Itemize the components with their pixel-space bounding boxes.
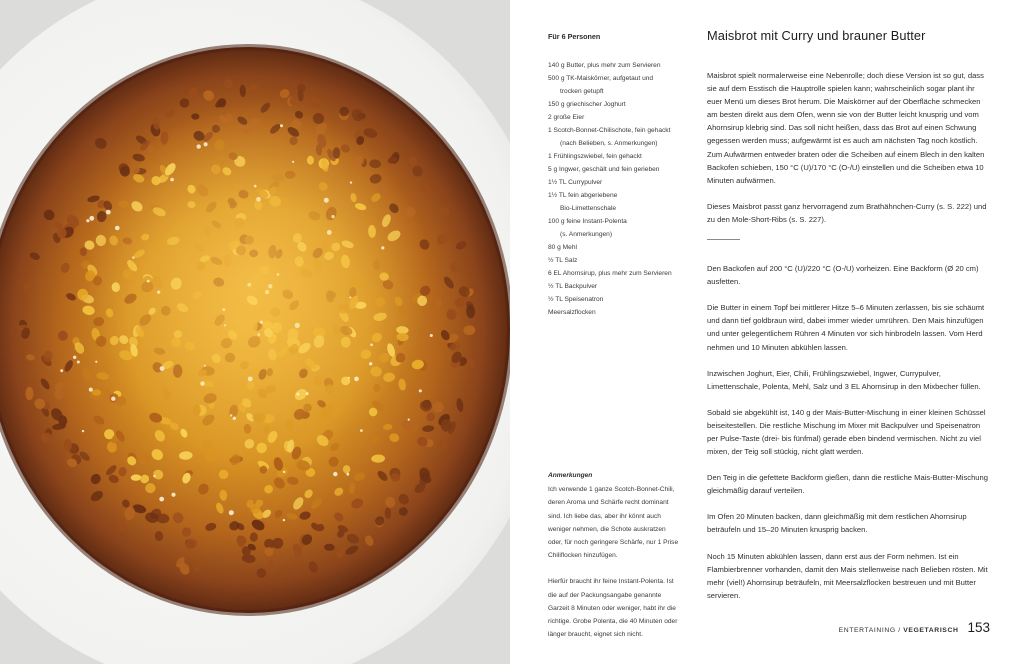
method-step: Den Teig in die gefettete Backform gießen, dann die restliche Mais-Butter-Mischung gleichmäßig darauf verteilen.	[707, 473, 988, 496]
ingredient-item	[548, 176, 688, 189]
notes-paragraph: Ich verwende 1 ganze Scotch-Bonnet-Chili, deren Aroma und Schärfe recht dominant sind. Ich liebe das, aber ihr könnt auch weniger nehmen, die Schote auskratzen oder, für noch geringere Schärfe, nur 1 Prise Chiliflocken hinzufügen.	[548, 486, 679, 560]
ingredient-text: Meersalzflocken	[548, 309, 596, 316]
ingredient-item	[548, 267, 688, 280]
ingredient-text: 1 Frühlingszwiebel, fein gehackt	[548, 153, 642, 160]
ingredient-item	[548, 124, 688, 150]
ingredient-list	[548, 59, 688, 319]
ingredient-item	[548, 163, 688, 176]
ingredient-item	[548, 280, 688, 293]
ingredient-text: 80 g Mehl	[548, 244, 577, 251]
method-step: Inzwischen Joghurt, Eier, Chili, Frühlingszwiebel, Ingwer, Currypulver, Limettenschale, Polenta, Mehl, Salz und 3 EL Ahornsirup in den Mixbecher füllen.	[707, 368, 981, 391]
ingredient-text: ½ TL Backpulver	[548, 283, 598, 290]
ingredient-text: 1½ TL fein abgeriebene	[548, 192, 618, 199]
recipe-body	[707, 28, 989, 615]
ingredient-continuation: (s. Anmerkungen)	[560, 231, 613, 238]
intro-paragraph: Maisbrot spielt normalerweise eine Nebenrolle; doch diese Version ist so gut, dass sie auf dem Esstisch die Hauptrolle spielen kann; wahrscheinlich sogar plant ihr euer Menü um dieses Brot herum. Die Maiskörner auf der Oberfläche schmecken am besten direkt aus dem Ofen, wenn sie von der Butter leicht knusprig und vom Ahornsirup klebrig sind. Das soll nicht heißen, dass das Brot auf einen Schwung gegessen werden muss; aufgewärmt ist es auch am nächsten Tag noch köstlich. Zum Aufwärmen entweder braten oder die Scheiben auf einem Blech in den kalten Backofen schieben, 150 °C (U)/170 °C (O-/U) einstellen und die Scheiben etwa 10 Minuten aufwärmen.	[707, 71, 985, 185]
method-step: Die Butter in einem Topf bei mittlerer Hitze 5–6 Minuten zerlassen, bis sie schäumt und dann tief goldbraun wird, dabei immer wieder umrühren. Den Mais hinzufügen und unter gelegentlichem Rühren 4 Minuten vor sich hinbrodeln lassen. Vom Herd nehmen und 10 Minuten abkühlen lassen.	[707, 303, 985, 352]
servings-label: Für 6 Personen	[548, 32, 601, 41]
page-footer	[839, 620, 990, 635]
ingredient-continuation: trocken getupft	[560, 88, 604, 95]
footer-category: VEGETARISCH	[903, 627, 959, 634]
ingredient-item	[548, 72, 688, 98]
ingredient-text: 1 Scotch-Bonnet-Chilischote, fein gehackt	[548, 127, 671, 134]
ingredient-text: 6 EL Ahornsirup, plus mehr zum Servieren	[548, 270, 672, 277]
notes-section	[548, 469, 682, 654]
ingredient-text: 500 g TK-Maiskörner, aufgetaut und	[548, 75, 654, 82]
notes-title: Anmerkungen	[548, 472, 593, 479]
ingredient-text: 140 g Butter, plus mehr zum Servieren	[548, 62, 661, 69]
footer-section	[839, 627, 959, 634]
ingredient-item	[548, 215, 688, 241]
footer-section-text: ENTERTAINING /	[838, 627, 904, 634]
intro-paragraph: Dieses Maisbrot passt ganz hervorragend zum Brathähnchen-Curry (s. S. 222) und zu den Mole-Short-Ribs (s. S. 227).	[707, 201, 987, 224]
ingredient-text: 5 g Ingwer, geschält und fein gerieben	[548, 166, 660, 173]
ingredient-item	[548, 254, 688, 267]
ingredient-text: 150 g griechischer Joghurt	[548, 101, 626, 108]
ingredient-text: 100 g feine Instant-Polenta	[548, 218, 627, 225]
recipe-title: Maisbrot mit Curry und brauner Butter	[707, 28, 926, 43]
ingredient-text: 2 große Eier	[548, 114, 585, 121]
method-steps	[707, 262, 989, 602]
ingredient-item	[548, 59, 688, 72]
section-divider	[707, 239, 740, 240]
page-number: 153	[967, 620, 990, 635]
ingredient-text: ½ TL Salz	[548, 257, 578, 264]
ingredient-item	[548, 98, 688, 111]
ingredient-continuation: (nach Belieben, s. Anmerkungen)	[560, 140, 658, 147]
recipe-page	[510, 0, 1020, 664]
method-step: Noch 15 Minuten abkühlen lassen, dann erst aus der Form nehmen. Ist ein Flambierbrenner vorhanden, damit den Mais stellenweise nach Belieben rösten. Mit mehr (viel!) Ahornsirup beträufeln, mit Meersalzflocken bestreuen und mit Butter servieren.	[707, 551, 988, 600]
method-step: Sobald sie abgekühlt ist, 140 g der Mais-Butter-Mischung in einer kleinen Schüssel beiseitestellen. Die restliche Mischung im Mixer mit Backpulver und Speisenatron per Pulse-Taste (drei- bis fünfmal) gerade eben bindend vermischen. Nicht zu viel mixen, der Teig soll stückig, nicht glatt werden.	[707, 407, 986, 457]
ingredient-continuation: Bio-Limettenschale	[560, 205, 617, 212]
ingredient-item	[548, 241, 688, 254]
ingredient-item	[548, 150, 688, 163]
ingredient-item	[548, 189, 688, 215]
method-step: Den Backofen auf 200 °C (U)/220 °C (O-/U) vorheizen. Eine Backform (Ø 20 cm) ausfetten.	[707, 264, 979, 287]
ingredient-item	[548, 293, 688, 306]
method-step: Im Ofen 20 Minuten backen, dann gleichmäßig mit dem restlichen Ahornsirup beträufeln und 15–20 Minuten knusprig backen.	[707, 512, 967, 535]
ingredient-text: ½ TL Speisenatron	[548, 296, 604, 303]
notes-paragraph: Hierfür braucht ihr feine Instant-Polenta. Ist die auf der Packungsangabe genannte Garzeit 8 Minuten oder weniger, habt ihr die richtige. Grobe Polenta, die 40 Minuten oder länger braucht, eignet sich nicht.	[548, 578, 678, 639]
ingredient-item	[548, 306, 688, 319]
ingredient-text: 1½ TL Currypulver	[548, 179, 603, 186]
ingredient-item	[548, 111, 688, 124]
